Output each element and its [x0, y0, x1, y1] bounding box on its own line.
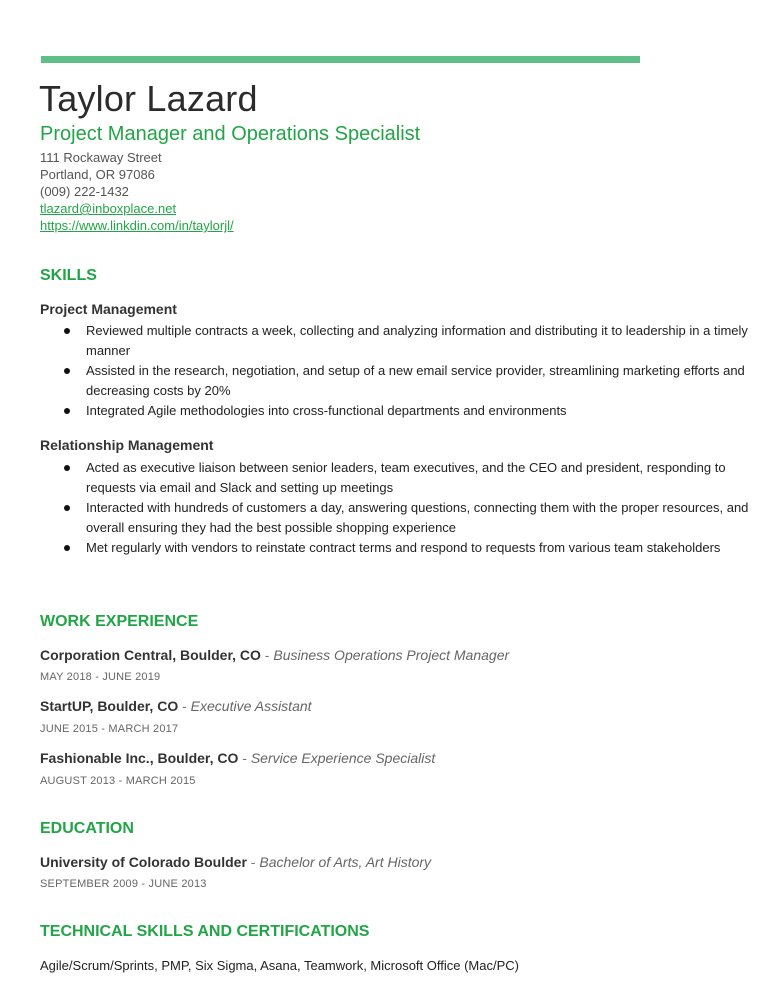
- contact-phone: (009) 222-1432: [40, 184, 129, 199]
- job-dates: MAY 2018 - JUNE 2019: [40, 671, 161, 683]
- list-item: Assisted in the research, negotiation, and setup of a new email service provider, streamlining marketing efforts and decreasing costs by 20%: [40, 361, 750, 401]
- contact-city: Portland, OR 97086: [40, 167, 155, 182]
- contact-email-link[interactable]: tlazard@inboxplace.net: [40, 201, 177, 216]
- job-dates: AUGUST 2013 - MARCH 2015: [40, 775, 196, 787]
- contact-street: 111 Rockaway Street: [40, 150, 162, 165]
- list-item: Integrated Agile methodologies into cross-functional departments and environments: [40, 401, 750, 421]
- header-accent-bar: [41, 56, 640, 63]
- job-role: Business Operations Project Manager: [273, 647, 510, 663]
- education-school: University of Colorado Boulder: [40, 854, 247, 870]
- list-item: Met regularly with vendors to reinstate contract terms and respond to requests from various team stakeholders: [40, 538, 750, 558]
- job-separator: -: [238, 750, 251, 766]
- job-separator: -: [178, 698, 191, 714]
- job-entry: [40, 697, 312, 715]
- candidate-name: Taylor Lazard: [39, 78, 258, 119]
- work-experience-heading: WORK EXPERIENCE: [40, 613, 199, 630]
- education-heading: EDUCATION: [40, 820, 134, 837]
- contact-linkedin-link[interactable]: https://www.linkdin.com/in/taylorjl/: [40, 218, 234, 233]
- list-item: Interacted with hundreds of customers a day, answering questions, connecting them with the proper resources, and overall ensuring they had the best possible shopping experience: [40, 498, 750, 538]
- job-role: Executive Assistant: [190, 698, 312, 714]
- candidate-title: Project Manager and Operations Specialist: [40, 123, 421, 145]
- skill-group-title: Relationship Management: [40, 437, 214, 453]
- job-organization: StartUP, Boulder, CO: [40, 698, 179, 714]
- technical-skills-text: Agile/Scrum/Sprints, PMP, Six Sigma, Asana, Teamwork, Microsoft Office (Mac/PC): [40, 958, 519, 973]
- job-organization: Fashionable Inc., Boulder, CO: [40, 750, 239, 766]
- contact-block: [40, 149, 234, 234]
- job-separator: -: [260, 647, 274, 663]
- technical-skills-heading: TECHNICAL SKILLS AND CERTIFICATIONS: [40, 923, 370, 940]
- job-dates: JUNE 2015 - MARCH 2017: [40, 723, 179, 735]
- job-entry: [40, 749, 435, 767]
- skill-group-bullets: [40, 321, 750, 421]
- education-degree: Bachelor of Arts, Art History: [259, 854, 432, 870]
- job-entry: [40, 646, 509, 664]
- education-entry: [40, 853, 431, 871]
- skill-group-bullets: [40, 458, 750, 558]
- education-dates: SEPTEMBER 2009 - JUNE 2013: [40, 878, 207, 890]
- job-role: Service Experience Specialist: [250, 750, 436, 766]
- job-organization: Corporation Central, Boulder, CO: [40, 647, 261, 663]
- skills-heading: SKILLS: [40, 267, 97, 284]
- list-item: Reviewed multiple contracts a week, collecting and analyzing information and distributing it to leadership in a timely manner: [40, 321, 750, 361]
- list-item: Acted as executive liaison between senior leaders, team executives, and the CEO and president, responding to requests via email and Slack and setting up meetings: [40, 458, 750, 498]
- education-separator: -: [246, 854, 260, 870]
- skill-group-title: Project Management: [40, 301, 177, 317]
